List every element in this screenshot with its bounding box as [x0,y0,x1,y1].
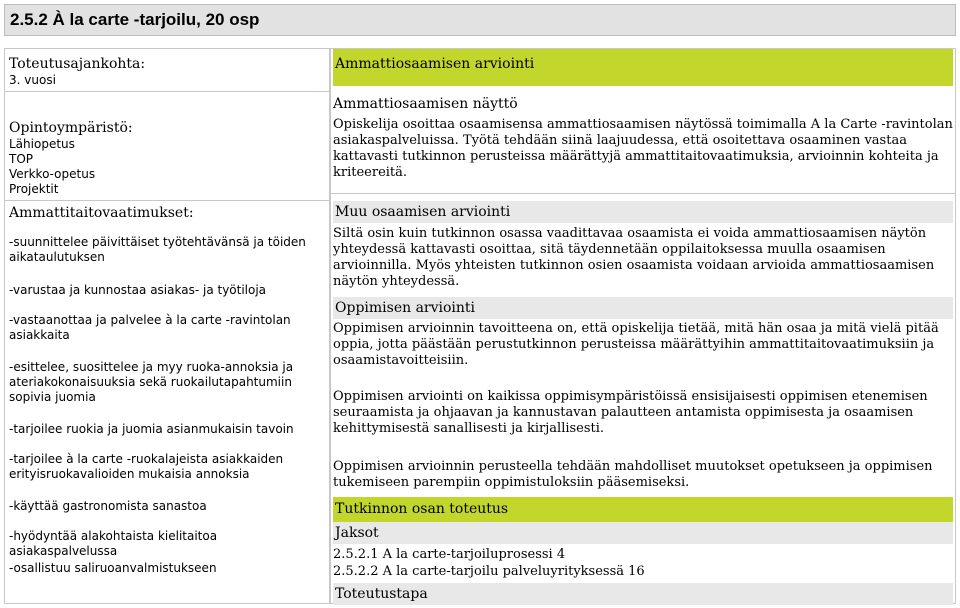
requirement-item: -osallistuu saliruoanvalmistukseen [9,561,217,575]
right-column [330,48,956,604]
ammattiosaamisen-naytto-heading: Ammattiosaamisen näyttö [333,96,518,112]
divider [5,200,329,201]
requirement-item: -käyttää gastronomista sanastoa [9,499,207,513]
divider [331,193,955,194]
muu-osaamisen-arviointi-heading: Muu osaamisen arviointi [333,201,953,223]
opintoymparisto-item: Verkko-opetus [9,167,96,181]
requirement-item: -tarjoilee à la carte -ruokalajeista asiakkaiden erityisruokavalioiden mukaisia annoksia [9,452,284,481]
toteutustapa-heading: Toteutustapa [333,583,953,605]
ammattiosaamisen-arviointi-header: Ammattiosaamisen arviointi [333,49,953,86]
jakso-item: 2.5.2.1 A la carte-tarjoiluprosessi 4 [333,547,566,562]
ammattitaitovaatimukset-label: Ammattitaitovaatimukset: [9,205,194,221]
toteutusajankohta-value: 3. vuosi [9,73,56,87]
oppimisen-paragraph: Oppimisen arvioinnin perusteella tehdään mahdolliset muutokset opetukseen ja oppimisen tukemiseen parempiin oppimistuloksiin pääsemiseksi. [333,459,933,490]
requirement-item: -suunnittelee päivittäiset työtehtävänsä ja töiden aikataulutuksen [9,235,306,264]
requirement-item: -esittelee, suosittelee ja myy ruoka-annoksia ja ateriakokonaisuuksia sekä ruokailutapahtumiin sopivia juomia [9,360,294,404]
jaksot-heading: Jaksot [333,522,953,544]
left-column [4,48,330,604]
opintoymparisto-item: Lähiopetus [9,137,75,151]
requirement-item: -hyödyntää alakohtaista kielitaitoa asiakaspalvelussa [9,529,218,558]
requirement-item: -tarjoilee ruokia ja juomia asianmukaisin tavoin [9,422,294,436]
opintoymparisto-item: TOP [9,152,34,166]
naytto-paragraph: Opiskelija osoittaa osaamisensa ammattiosaamisen näytössä toimimalla A la Carte -ravintolan asiakaspalveluissa. Työtä tehdään siinä laajuudessa, että osoitettava osaaminen vastaa kattavasti tutkinnon perusteissa määrättyjä ammattitaitovaatimuksia, arvioinnin kohteita ja kriteereitä. [333,117,953,180]
oppimisen-arviointi-heading: Oppimisen arviointi [333,297,953,319]
jakso-item: 2.5.2.2 A la carte-tarjoilu palveluyrityksessä 16 [333,564,645,579]
requirement-item: -vastaanottaa ja palvelee à la carte -ravintolan asiakkaita [9,313,291,342]
opintoymparisto-label: Opintoympäristö: [9,120,133,136]
muu-paragraph: Siltä osin kuin tutkinnon osassa vaadittavaa osaamista ei voida ammattiosaamisen näytön yhteydessä kattavasti osoittaa, sitä täydennetään oppilaitoksessa muulla osaamisen arvioinnilla. Myös yhteisten tutkinnon osien osaamista voidaan arvioida ammattiosaamisen näytön yhteydessä. [333,226,935,289]
oppimisen-paragraph: Oppimisen arviointi on kaikissa oppimisympäristöissä ensisijaisesti oppimisen etenemisen seuraamista ja ohjaavan ja kannustavan palautteen antamista oppimisesta ja osaamisen kehittymisestä sanallisesti ja kirjallisesti. [333,389,928,436]
divider [5,91,329,92]
tutkinnon-osan-toteutus-header: Tutkinnon osan toteutus [333,497,953,522]
requirement-item: -varustaa ja kunnostaa asiakas- ja työtiloja [9,283,267,297]
oppimisen-paragraph: Oppimisen arvioinnin tavoitteena on, että opiskelija tietää, mitä hän osaa ja mitä vielä pitää oppia, jotta päästään perustutkinnon perusteissa määrättyihin ammattitaitovaatimuksiin ja osaamistavoitteisiin. [333,321,939,368]
opintoymparisto-item: Projektit [9,182,59,196]
page-title: 2.5.2 À la carte -tarjoilu, 20 osp [4,4,956,36]
toteutusajankohta-label: Toteutusajankohta: [9,56,146,72]
